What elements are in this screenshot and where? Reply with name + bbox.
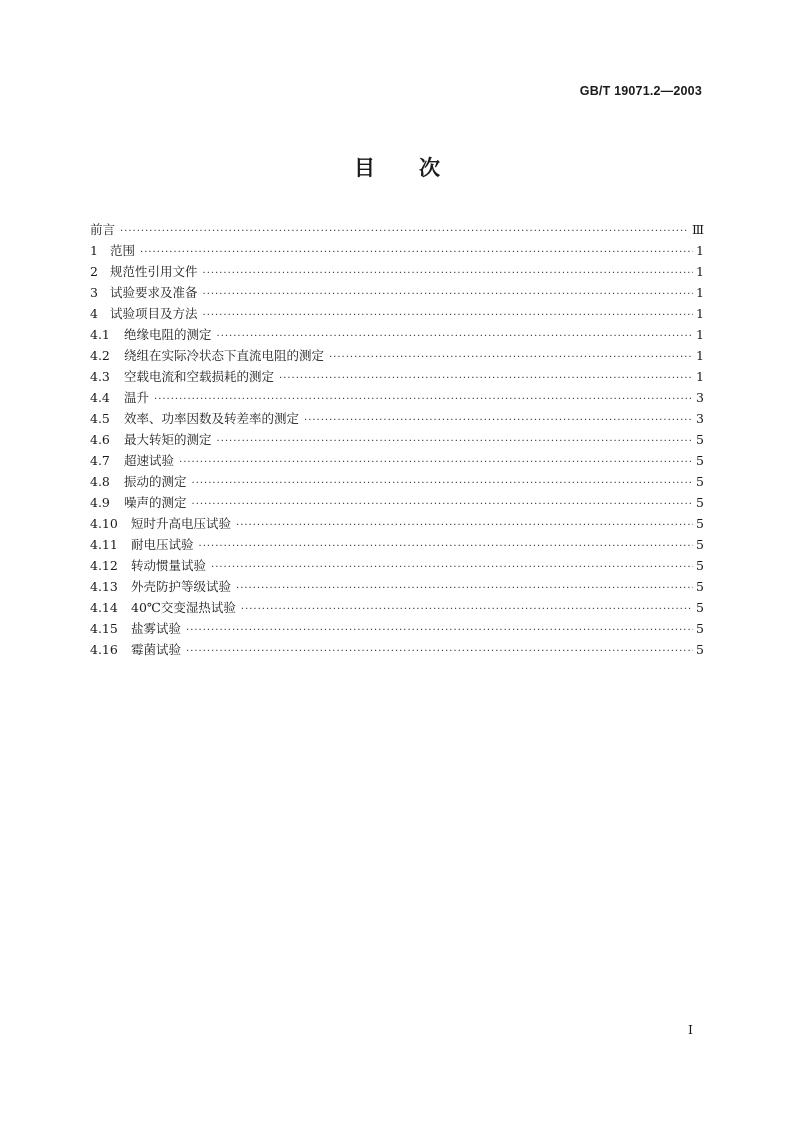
toc-entry-page: 1 [696, 369, 704, 384]
dot-leader [236, 515, 693, 536]
dot-leader [203, 305, 693, 326]
toc-entry-number: 4.6 [90, 432, 110, 447]
standard-code: GB/T 19071.2—2003 [579, 84, 702, 98]
toc-entry-title: 试验项目及方法 [110, 306, 198, 321]
toc-entry-page: 1 [696, 306, 704, 321]
toc-entry-title: 外壳防护等级试验 [131, 579, 232, 594]
toc-entry-page: 1 [696, 348, 704, 363]
dot-leader [217, 431, 693, 452]
dot-leader [199, 536, 693, 557]
toc-entry-page: 5 [696, 537, 704, 552]
dot-leader [329, 347, 693, 368]
toc-entry-page: 5 [696, 579, 704, 594]
dot-leader [217, 326, 693, 347]
toc-entry-title: 盐雾试验 [131, 621, 182, 636]
toc-entry-page: 5 [696, 453, 704, 468]
toc-entry-number: 4 [90, 306, 98, 321]
toc-entry-number: 4.5 [90, 411, 110, 426]
toc-entry-title: 前言 [90, 222, 116, 237]
toc-entry[interactable] [90, 387, 704, 408]
toc-entry[interactable] [90, 282, 704, 303]
toc-title [0, 152, 794, 182]
dot-leader [241, 599, 693, 620]
toc-entry[interactable] [90, 429, 704, 450]
toc-entry[interactable] [90, 450, 704, 471]
toc-entry[interactable] [90, 408, 704, 429]
toc-entry-title: 试验要求及准备 [110, 285, 198, 300]
toc-entry[interactable] [90, 219, 704, 240]
toc-entry[interactable] [90, 555, 704, 576]
toc-entry[interactable] [90, 471, 704, 492]
dot-leader [192, 473, 693, 494]
toc-entry-number: 4.1 [90, 327, 110, 342]
toc-entry-number: 4.9 [90, 495, 110, 510]
toc-entry-page: 5 [696, 600, 704, 615]
toc-entry-number: 4.13 [90, 579, 118, 594]
toc-entry-number: 4.4 [90, 390, 110, 405]
toc-entry-number: 4.16 [90, 642, 118, 657]
toc-entry[interactable] [90, 534, 704, 555]
toc-entry-page: 5 [696, 432, 704, 447]
toc-entry-title: 超速试验 [124, 453, 175, 468]
toc-entry-number: 4.7 [90, 453, 110, 468]
toc-entry-page: 3 [696, 390, 704, 405]
toc-title-char: 目 [354, 155, 375, 180]
toc-entry-page: 5 [696, 474, 704, 489]
toc-entry-title: 噪声的测定 [124, 495, 187, 510]
toc-entry-number: 4.10 [90, 516, 118, 531]
toc-entry-number: 3 [90, 285, 98, 300]
toc-entry-number: 4.14 [90, 600, 118, 615]
dot-leader [192, 494, 693, 515]
dot-leader [203, 284, 693, 305]
toc-entry[interactable] [90, 492, 704, 513]
toc-title-char: 次 [419, 155, 440, 180]
toc-entry-page: 1 [696, 327, 704, 342]
dot-leader [154, 389, 693, 410]
toc-entry-title: 霉菌试验 [131, 642, 182, 657]
page-number: I [688, 1022, 693, 1037]
toc-entry-title: 转动惯量试验 [131, 558, 207, 573]
dot-leader [203, 263, 693, 284]
toc-entry-number: 4.11 [90, 537, 118, 552]
toc-entry-number: 4.12 [90, 558, 118, 573]
toc-entry-title: 耐电压试验 [131, 537, 194, 552]
dot-leader [120, 221, 689, 242]
toc-entry[interactable] [90, 618, 704, 639]
toc-entry-title: 40℃交变湿热试验 [131, 600, 236, 615]
toc-entry[interactable] [90, 345, 704, 366]
toc-entry[interactable] [90, 324, 704, 345]
toc-entry-page: 5 [696, 516, 704, 531]
toc-entry-title: 温升 [124, 390, 150, 405]
dot-leader [211, 557, 693, 578]
toc-entry[interactable] [90, 597, 704, 618]
toc-entry-page: 5 [696, 495, 704, 510]
dot-leader [179, 452, 693, 473]
toc-entry[interactable] [90, 639, 704, 660]
toc-entry-title: 范围 [110, 243, 136, 258]
toc-entry-page: 5 [696, 642, 704, 657]
toc-entry-page: 5 [696, 621, 704, 636]
toc-entry[interactable] [90, 240, 704, 261]
toc-entry-title: 最大转矩的测定 [124, 432, 212, 447]
toc-entry-number: 4.15 [90, 621, 118, 636]
dot-leader [186, 641, 693, 662]
toc-entry[interactable] [90, 513, 704, 534]
toc-entry-page: 1 [696, 264, 704, 279]
dot-leader [140, 242, 693, 263]
toc-entry-page: 3 [696, 411, 704, 426]
toc-entry-number: 4.3 [90, 369, 110, 384]
dot-leader [186, 620, 693, 641]
toc-entry-page: 5 [696, 558, 704, 573]
toc-entry-page: 1 [696, 285, 704, 300]
toc-entry-number: 2 [90, 264, 98, 279]
toc-entry-title: 效率、功率因数及转差率的测定 [124, 411, 300, 426]
toc-entry-title: 绝缘电阻的测定 [124, 327, 212, 342]
toc-entry-title: 空载电流和空载损耗的测定 [124, 369, 275, 384]
toc-entry-page: 1 [696, 243, 704, 258]
toc-entry-number: 1 [90, 243, 98, 258]
toc-entry-title: 规范性引用文件 [110, 264, 198, 279]
toc-entry[interactable] [90, 303, 704, 324]
dot-leader [279, 368, 693, 389]
dot-leader [304, 410, 693, 431]
toc-entry-title: 振动的测定 [124, 474, 187, 489]
toc-entry-title: 短时升高电压试验 [131, 516, 232, 531]
toc-entry-number: 4.8 [90, 474, 110, 489]
table-of-contents [90, 219, 704, 660]
toc-entry[interactable] [90, 576, 704, 597]
toc-entry[interactable] [90, 261, 704, 282]
toc-entry-title: 绕组在实际冷状态下直流电阻的测定 [124, 348, 325, 363]
dot-leader [236, 578, 693, 599]
toc-entry-page: Ⅲ [691, 222, 704, 237]
toc-entry-number: 4.2 [90, 348, 110, 363]
toc-entry[interactable] [90, 366, 704, 387]
